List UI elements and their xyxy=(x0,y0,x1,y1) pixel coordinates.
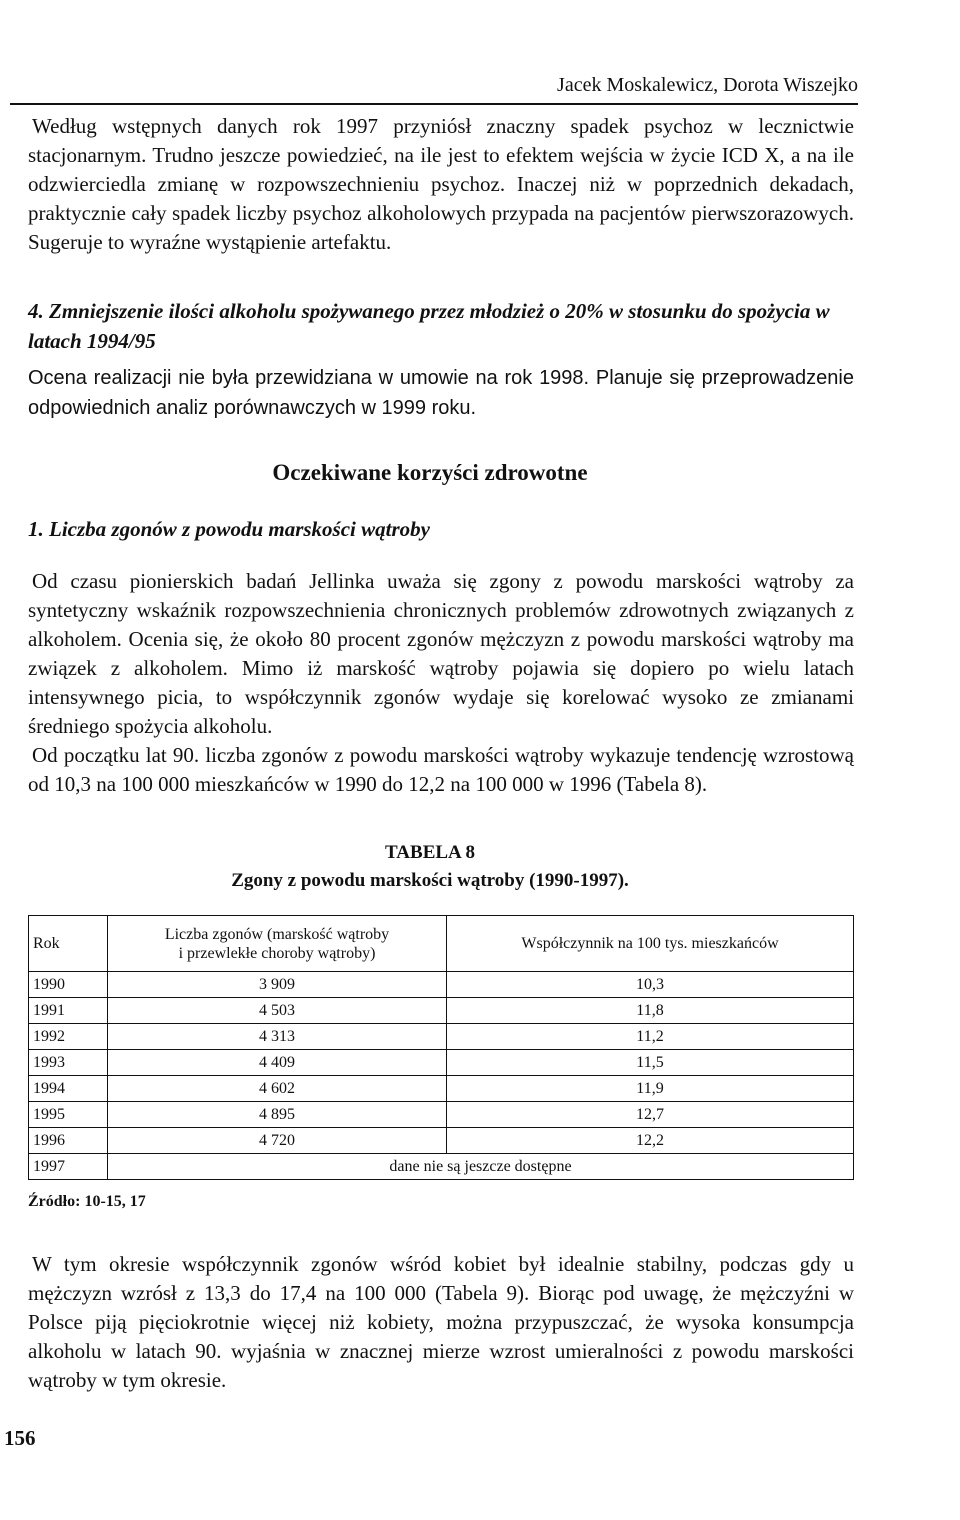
header-count-line2: i przewlekłe choroby wątroby) xyxy=(178,944,376,962)
row-year: 1990 xyxy=(29,972,108,998)
row-count: 4 313 xyxy=(108,1024,447,1050)
section-1-body-continued: Od początku lat 90. liczba zgonów z powodu marskości wątroby wykazuje tendencję wzrostową od 10,3 na 100 000 mieszkańców w 1990 do 12,2 na 100 000 w 1996 (Tabela 8). xyxy=(28,743,854,796)
header-count xyxy=(108,916,447,972)
row-rate: 11,2 xyxy=(447,1024,854,1050)
row-count: 4 503 xyxy=(108,998,447,1024)
section-4-body: Ocena realizacji nie była przewidziana w umowie na rok 1998. Planuje się przeprowadzenie odpowiednich analiz porównawczych w 1999 roku. xyxy=(28,367,854,419)
row-count: 4 602 xyxy=(108,1076,447,1102)
row-rate: 12,2 xyxy=(447,1128,854,1154)
row-rate: 11,9 xyxy=(447,1076,854,1102)
table-header-row xyxy=(29,916,854,972)
intro-paragraph: Według wstępnych danych rok 1997 przyniósł znaczny spadek psychoz w lecznictwie stacjonarnym. Trudno jeszcze powiedzieć, na ile jest to efektem wejścia w życie ICD X, a na ile odzwierciedla zmianę w rozpowszechnieniu psychoz. Inaczej niż w poprzednich dekadach, praktycznie cały spadek liczby psychoz alkoholowych przypada na pacjentów pierwszorazowych. Sugeruje to wyraźne wystąpienie artefaktu. xyxy=(28,114,854,254)
table-row xyxy=(29,1102,854,1128)
header-rule xyxy=(10,103,858,105)
row-count: 3 909 xyxy=(108,972,447,998)
table-row-last xyxy=(29,1154,854,1180)
row-year: 1996 xyxy=(29,1128,108,1154)
header-year: Rok xyxy=(29,916,108,972)
row-year: 1994 xyxy=(29,1076,108,1102)
row-year: 1993 xyxy=(29,1050,108,1076)
table-row xyxy=(29,1050,854,1076)
table-row xyxy=(29,1024,854,1050)
closing-paragraph: W tym okresie współczynnik zgonów wśród kobiet był idealnie stabilny, podczas gdy u mężczyzn wzrósł z 13,3 do 17,4 na 100 000 (Tabela 9). Biorąc pod uwagę, że mężczyźni w Polsce piją pięciokrotnie więcej niż kobiety, można przypuszczać, że wysoka konsumpcja alkoholu w latach 90. wyjaśnia w znacznej mierze wzrost umieralności z powodu marskości wątroby w tym okresie. xyxy=(28,1252,854,1392)
table-caption: Zgony z powodu marskości wątroby (1990-1997). xyxy=(231,870,629,891)
row-count: 4 409 xyxy=(108,1050,447,1076)
benefits-title: Oczekiwane korzyści zdrowotne xyxy=(272,460,588,485)
row-rate: 11,8 xyxy=(447,998,854,1024)
row-year: 1991 xyxy=(29,998,108,1024)
row-year: 1995 xyxy=(29,1102,108,1128)
row-rate: 10,3 xyxy=(447,972,854,998)
page-number: 156 xyxy=(4,1426,36,1450)
table-row xyxy=(29,972,854,998)
header-count-line1: Liczba zgonów (marskość wątroby xyxy=(164,925,390,943)
row-rate: 11,5 xyxy=(447,1050,854,1076)
row-count: 4 720 xyxy=(108,1128,447,1154)
row-rate: 12,7 xyxy=(447,1102,854,1128)
header-rate: Współczynnik na 100 tys. mieszkańców xyxy=(447,916,854,972)
running-header-authors: Jacek Moskalewicz, Dorota Wiszejko xyxy=(557,74,858,96)
section-1-body: Od czasu pionierskich badań Jellinka uważa się zgony z powodu marskości wątroby za syntetyczny wskaźnik rozpowszechnienia chronicznych problemów zdrowotnych związanych z alkoholem. Ocenia się, że około 80 procent zgonów mężczyzn z powodu marskości wątroby ma związek z alkoholem. Mimo iż marskość wątroby pojawia się dopiero po wielu latach intensywnego picia, to współczynnik zgonów wydaje się korelować wysoko ze zmianami średniego spożycia alkoholu. xyxy=(28,569,854,738)
section-1-heading: 1. Liczba zgonów z powodu marskości wątroby xyxy=(28,517,430,541)
row-year: 1997 xyxy=(29,1154,108,1180)
table-row xyxy=(29,1128,854,1154)
deaths-table xyxy=(28,915,854,1180)
row-year: 1992 xyxy=(29,1024,108,1050)
table-label: TABELA 8 xyxy=(385,842,475,863)
table-source: Źródło: 10-15, 17 xyxy=(28,1193,146,1210)
table-row xyxy=(29,998,854,1024)
row-count: 4 895 xyxy=(108,1102,447,1128)
section-4-heading: 4. Zmniejszenie ilości alkoholu spożywanego przez młodzież o 20% w stosunku do spożycia w latach 1994/95 xyxy=(28,299,830,353)
row-note: dane nie są jeszcze dostępne xyxy=(108,1154,854,1180)
table-row xyxy=(29,1076,854,1102)
